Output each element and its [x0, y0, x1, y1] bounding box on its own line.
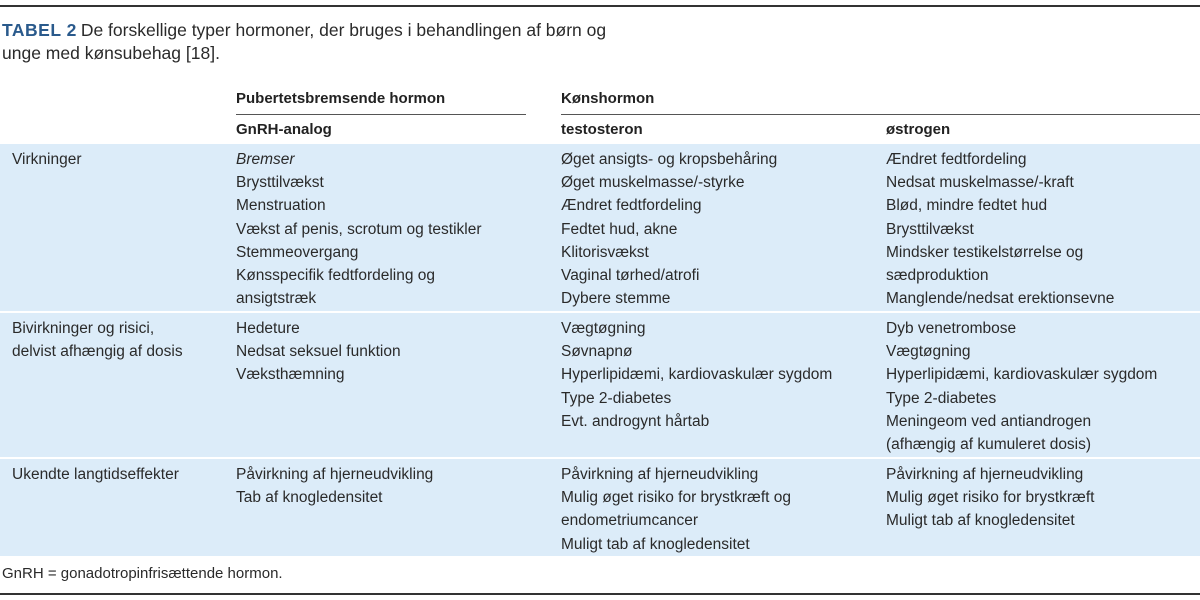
cell-line: Påvirkning af hjerneudvikling	[236, 466, 434, 483]
cell-line: Mulig øget risiko for brystkræft	[886, 489, 1095, 507]
column-header-gnrh: GnRH-analog	[236, 121, 332, 138]
cell-line: Vækst af penis, scrotum og testikler	[236, 220, 482, 238]
cell-line: Type 2-diabetes	[886, 389, 997, 407]
cell-line: Meningeom ved antiandrogen	[886, 412, 1092, 430]
cell-line: Vægtøgning	[561, 320, 646, 337]
row-label	[12, 317, 183, 363]
row-label	[12, 463, 179, 486]
cell-line: Hedeture	[236, 320, 300, 337]
table-footnote: GnRH = gonadotropinfrisættende hormon.	[2, 565, 283, 582]
group-rule-sex	[561, 114, 1200, 115]
cell-line: Søvnapnø	[561, 343, 633, 361]
cell-line: Stemmeovergang	[236, 243, 359, 261]
cell-line: Tab af knogledensitet	[236, 489, 383, 507]
cell-testosterone	[561, 317, 832, 433]
group-header-sex: Kønshormon	[561, 90, 655, 107]
cell-gnrh	[236, 317, 401, 387]
row-label	[12, 148, 82, 171]
cell-line: Dyb venetrombose	[886, 320, 1017, 337]
cell-line: Fedtet hud, akne	[561, 220, 678, 238]
row-separator	[0, 457, 1200, 459]
row-label-line: Bivirkninger og risici,	[12, 320, 155, 337]
table-caption	[2, 19, 642, 65]
cell-testosterone	[561, 148, 777, 310]
cell-line: Muligt tab af knogledensitet	[561, 535, 750, 553]
cell-line: Påvirkning af hjerneudvikling	[886, 466, 1084, 483]
row-separator	[0, 311, 1200, 313]
cell-line: Menstruation	[236, 197, 326, 215]
top-rule	[0, 5, 1200, 7]
cell-line: endometriumcancer	[561, 512, 698, 530]
cell-testosterone	[561, 463, 791, 556]
cell-line: Øget ansigts- og kropsbehåring	[561, 151, 778, 168]
cell-line: Hyperlipidæmi, kardiovaskulær sygdom	[561, 366, 833, 384]
cell-line: Hyperlipidæmi, kardiovaskulær sygdom	[886, 366, 1158, 384]
cell-line: Mindsker testikelstørrelse og	[886, 243, 1084, 261]
cell-line: Kønsspecifik fedtfordeling og	[236, 267, 436, 285]
row-label-line: delvist afhængig af dosis	[12, 343, 183, 361]
cell-line: Dybere stemme	[561, 290, 671, 308]
cell-line: Brysttilvækst	[886, 220, 974, 238]
row-label-line: Virkninger	[12, 151, 82, 168]
cell-line: (afhængig af kumuleret dosis)	[886, 436, 1092, 454]
cell-line: Brysttilvækst	[236, 174, 324, 192]
cell-line: Mulig øget risiko for brystkræft og	[561, 489, 791, 507]
cell-line: Påvirkning af hjerneudvikling	[561, 466, 759, 483]
cell-estrogen	[886, 317, 1157, 456]
cell-line: Øget muskelmasse/-styrke	[561, 174, 745, 192]
cell-estrogen	[886, 463, 1094, 533]
cell-line: Bremser	[236, 151, 295, 168]
group-rule-puberty	[236, 114, 526, 115]
cell-line: Manglende/nedsat erektionsevne	[886, 290, 1115, 308]
row-label-line: Ukendte langtidseffekter	[12, 466, 179, 483]
caption-label: TABEL 2	[2, 20, 77, 40]
cell-line: sædproduktion	[886, 267, 989, 285]
cell-estrogen	[886, 148, 1114, 310]
column-header-testosterone: testosteron	[561, 121, 643, 138]
cell-line: Væksthæmning	[236, 366, 345, 384]
cell-line: ansigtstræk	[236, 290, 317, 308]
cell-line: Nedsat seksuel funktion	[236, 343, 401, 361]
cell-line: Vaginal tørhed/atrofi	[561, 267, 700, 285]
cell-line: Blød, mindre fedtet hud	[886, 197, 1048, 215]
cell-line: Muligt tab af knogledensitet	[886, 512, 1075, 530]
cell-gnrh	[236, 148, 482, 310]
bottom-rule	[0, 593, 1200, 595]
cell-line: Nedsat muskelmasse/-kraft	[886, 174, 1074, 192]
cell-line: Ændret fedtfordeling	[886, 151, 1027, 168]
cell-line: Evt. androgynt hårtab	[561, 412, 710, 430]
cell-line: Ændret fedtfordeling	[561, 197, 702, 215]
cell-gnrh	[236, 463, 433, 509]
caption-text: De forskellige typer hormoner, der bruges i behandlingen af børn og unge med kønsubehag [18].	[2, 20, 607, 63]
cell-line: Type 2-diabetes	[561, 389, 672, 407]
cell-line: Klitorisvækst	[561, 243, 649, 261]
cell-line: Vægtøgning	[886, 343, 971, 361]
column-header-estrogen: østrogen	[886, 121, 951, 138]
group-header-puberty: Pubertetsbremsende hormon	[236, 90, 446, 107]
